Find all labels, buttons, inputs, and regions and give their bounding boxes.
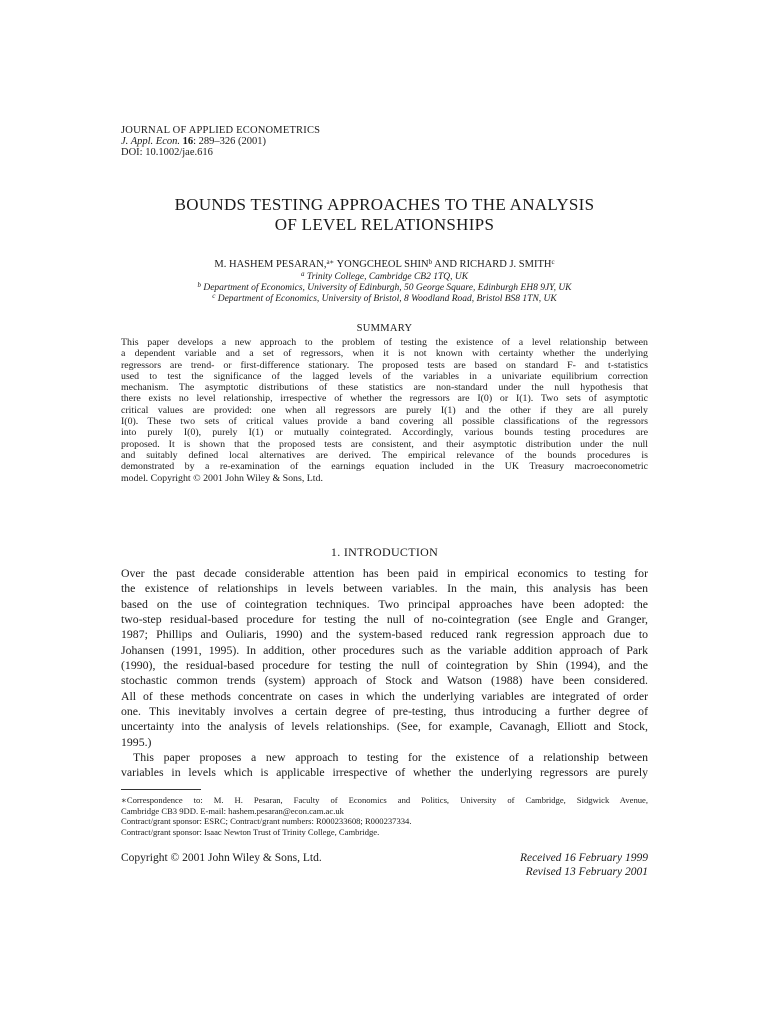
body-line: Over the past decade considerable attention has been paid in empirical economics to testing for xyxy=(121,566,648,580)
body-line: uncertainty into the analysis of levels relationships. (See, for example, Cavanagh, Elliott and Stock, xyxy=(121,719,648,734)
journal-abbrev: J. Appl. Econ. xyxy=(121,136,181,147)
summary-line: there exists no level relationship, irrespective of whether the regressors are I(0) or I(1). Two sets of asymptotic xyxy=(121,393,648,405)
summary-line: proposed. It is shown that the proposed tests are consistent, and their asymptotic distribution under the null xyxy=(121,438,648,450)
body-line: (1990), the residual-based procedure for testing the null of cointegration by Shin (1994), and the xyxy=(121,658,648,673)
author-pesaran: M. HASHEM PESARAN, xyxy=(214,259,327,270)
journal-doi: DOI: 10.1002/jae.616 xyxy=(121,147,213,158)
summary-line: into purely I(0), purely I(1) or mutually cointegrated. Accordingly, various bounds testing procedures are xyxy=(121,427,648,439)
section-heading-introduction: 1. INTRODUCTION xyxy=(330,545,439,559)
footnote-rule xyxy=(121,789,201,790)
summary-line: This paper develops a new approach to the problem of testing the existence of a level relationship between xyxy=(121,337,648,348)
summary-line: used to test the significance of the lagged levels of the variables in a univariate equilibrium correction xyxy=(121,370,648,382)
body-line: one. This inevitably involves a certain degree of pre-testing, thus introducing a further degree of xyxy=(121,704,648,719)
summary-line: mechanism. The asymptotic distributions of these statistics are non-standard under the null hypothesis that xyxy=(121,382,648,394)
body-line: variables in levels which is applicable irrespective of whether the underlying regressors are purely xyxy=(121,765,648,780)
journal-volume: 16 xyxy=(182,136,194,147)
body-line: the existence of relationships in levels between variables. In the main, this analysis has been xyxy=(121,581,648,596)
summary-line: critical values are provided: one when all regressors are purely I(1) and the other if they are all purely xyxy=(121,404,648,416)
author-sup: c xyxy=(551,258,555,266)
affiliation-sup: b xyxy=(197,281,201,289)
summary-line: I(0). These two sets of critical values provide a band covering all possible classifications of the regressors xyxy=(121,416,648,428)
footnote-grant-esrc: Contract/grant sponsor: ESRC; Contract/grant numbers: R000233608; R000237334. xyxy=(121,816,412,827)
footnotes xyxy=(121,795,648,837)
body-line: stochastic common trends (system) approach of Stock and Watson (1988) have been considered. xyxy=(121,673,648,688)
title-line-1: BOUNDS TESTING APPROACHES TO THE ANALYSIS xyxy=(174,195,595,214)
summary-line: and suitably defined local alternatives are derived. The empirical relevance of the bounds procedures is xyxy=(121,449,648,461)
body-line: Johansen (1991, 1995). In addition, other procedures such as the variable addition approach of Park xyxy=(121,642,648,657)
footnote-email: Cambridge CB3 9DD. E-mail: hashem.pesaran@econ.cam.ac.uk xyxy=(121,805,344,816)
author-shin: YONGCHEOL SHIN xyxy=(334,259,429,270)
received-dates xyxy=(400,851,648,879)
body-line: based on the use of cointegration techniques. Two principal approaches have been adopted: the xyxy=(121,596,648,611)
body-line: This paper proposes a new approach to testing for the existence of a relationship between xyxy=(133,750,648,765)
body-line: 1987; Phillips and Ouliaris, 1990) and the system-based reduced rank regression approach due to xyxy=(121,627,648,642)
body-line: 1995.) xyxy=(121,734,152,749)
affiliation-sup: a xyxy=(300,270,305,278)
author-sup: a∗ xyxy=(326,258,335,266)
affiliation xyxy=(121,294,648,305)
affiliation-sup: c xyxy=(212,292,216,300)
introduction-body xyxy=(121,566,648,781)
summary-line: a dependent variable and a set of regressors, when it is not known with certainty whether the underlying xyxy=(121,348,648,360)
affiliation-text: Department of Economics, University of Bristol, 8 Woodland Road, Bristol BS8 1TN, UK xyxy=(215,294,557,304)
journal-name: JOURNAL OF APPLIED ECONOMETRICS xyxy=(121,125,321,136)
summary-line: model. Copyright © 2001 John Wiley & Sons, Ltd. xyxy=(121,472,323,484)
author-sup: b xyxy=(428,258,433,266)
affiliation-text: Department of Economics, University of Edinburgh, 50 George Square, Edinburgh EH8 9JY, UK xyxy=(200,283,572,293)
journal-citation xyxy=(121,136,320,147)
summary-line: regressors are trend- or first-difference stationary. The proposed tests are based on standard F- and t-statistics xyxy=(121,359,648,371)
affiliations xyxy=(121,272,648,305)
journal-pages: : 289–326 (2001) xyxy=(193,136,267,147)
received-date: Received 16 February 1999 xyxy=(519,852,648,864)
copyright-notice: Copyright © 2001 John Wiley & Sons, Ltd. xyxy=(121,852,322,864)
revised-date: Revised 13 February 2001 xyxy=(525,866,648,878)
author-list xyxy=(121,258,648,271)
footnote-correspondence: ∗Correspondence to: M. H. Pesaran, Faculty of Economics and Politics, University of Cambridge, Sidgwick Avenue, xyxy=(121,795,648,805)
body-line: All of these methods concentrate on cases in which the underlying variables are integrated of order xyxy=(121,688,648,703)
affiliation-text: Trinity College, Cambridge CB2 1TQ, UK xyxy=(304,272,469,282)
journal-header xyxy=(121,125,320,158)
body-line: two-step residual-based procedure for testing the null of no-cointegration (see Engle and Granger, xyxy=(121,612,648,627)
title-line-2: OF LEVEL RELATIONSHIPS xyxy=(274,215,495,234)
summary-heading: SUMMARY xyxy=(356,323,413,334)
author-smith: AND RICHARD J. SMITH xyxy=(432,259,552,270)
paper-title xyxy=(121,195,648,235)
summary-abstract xyxy=(121,337,648,484)
summary-line: demonstrated by a re-examination of the earnings equation included in the UK Treasury macroeconometric xyxy=(121,461,648,473)
affiliation xyxy=(121,283,648,294)
footnote-grant-trinity: Contract/grant sponsor: Isaac Newton Trust of Trinity College, Cambridge. xyxy=(121,826,380,837)
